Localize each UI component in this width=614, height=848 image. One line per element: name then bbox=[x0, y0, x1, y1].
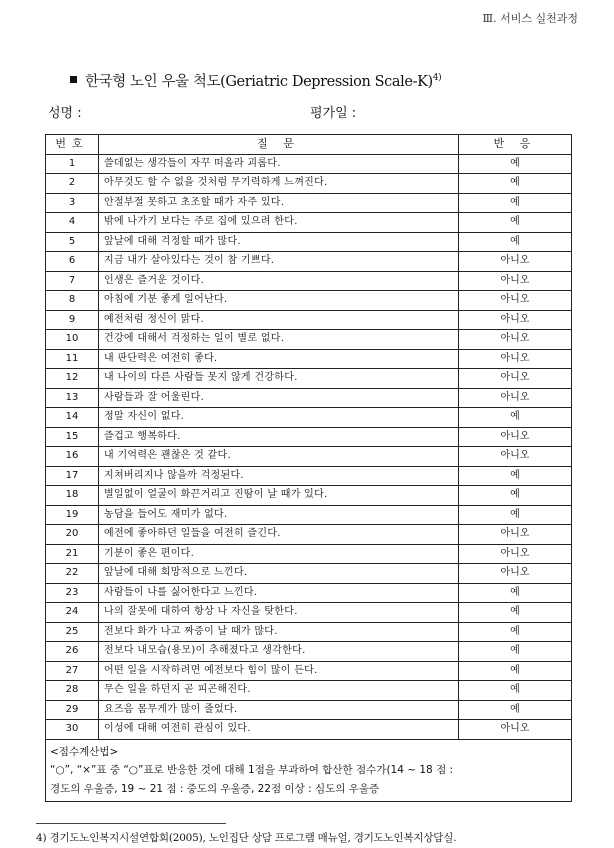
row-response: 아니오 bbox=[459, 447, 572, 467]
row-number: 16 bbox=[46, 447, 99, 467]
row-response: 예 bbox=[459, 700, 572, 720]
row-response: 아니오 bbox=[459, 525, 572, 545]
table-row bbox=[46, 408, 572, 428]
row-response: 예 bbox=[459, 486, 572, 506]
row-response: 아니오 bbox=[459, 252, 572, 272]
row-number: 15 bbox=[46, 427, 99, 447]
row-response: 아니오 bbox=[459, 544, 572, 564]
row-question: 인생은 즐거운 것이다. bbox=[99, 271, 459, 291]
row-response: 예 bbox=[459, 681, 572, 701]
row-number: 22 bbox=[46, 564, 99, 584]
row-number: 27 bbox=[46, 661, 99, 681]
row-question: 별일없이 얼굴이 화끈거리고 진땀이 날 때가 있다. bbox=[99, 486, 459, 506]
table-row bbox=[46, 154, 572, 174]
row-question: 사람들과 잘 어울린다. bbox=[99, 388, 459, 408]
row-number: 6 bbox=[46, 252, 99, 272]
table-row bbox=[46, 193, 572, 213]
table-row bbox=[46, 661, 572, 681]
row-question: 지금 내가 살아있다는 것이 참 기쁘다. bbox=[99, 252, 459, 272]
table-row bbox=[46, 447, 572, 467]
row-question: 농담을 들어도 재미가 없다. bbox=[99, 505, 459, 525]
row-question: 아침에 기분 좋게 일어난다. bbox=[99, 291, 459, 311]
header-question: 질 문 bbox=[99, 135, 459, 155]
row-question: 내 판단력은 여전히 좋다. bbox=[99, 349, 459, 369]
footnote-ref: 4) bbox=[432, 73, 442, 84]
row-number: 5 bbox=[46, 232, 99, 252]
table-row bbox=[46, 252, 572, 272]
row-response: 아니오 bbox=[459, 369, 572, 389]
row-question: 예전처럼 정신이 맑다. bbox=[99, 310, 459, 330]
row-question: 앞날에 대해 걱정할 때가 많다. bbox=[99, 232, 459, 252]
table-row bbox=[46, 291, 572, 311]
row-response: 예 bbox=[459, 661, 572, 681]
table-row bbox=[46, 622, 572, 642]
table-row bbox=[46, 583, 572, 603]
table-row bbox=[46, 174, 572, 194]
table-row bbox=[46, 213, 572, 233]
row-number: 24 bbox=[46, 603, 99, 623]
row-response: 아니오 bbox=[459, 310, 572, 330]
page-header: Ⅲ. 서비스 실천과정 bbox=[482, 12, 578, 25]
row-response: 아니오 bbox=[459, 564, 572, 584]
row-response: 예 bbox=[459, 408, 572, 428]
table-row bbox=[46, 681, 572, 701]
row-response: 예 bbox=[459, 505, 572, 525]
row-response: 예 bbox=[459, 583, 572, 603]
row-response: 예 bbox=[459, 622, 572, 642]
date-label: 평가일 : bbox=[310, 106, 357, 121]
table-row bbox=[46, 525, 572, 545]
row-number: 17 bbox=[46, 466, 99, 486]
row-number: 25 bbox=[46, 622, 99, 642]
table-row bbox=[46, 466, 572, 486]
title-text: 한국형 노인 우울 척도(Geriatric Depression Scale-K) bbox=[85, 74, 433, 90]
row-number: 18 bbox=[46, 486, 99, 506]
row-question: 내 나이의 다른 사람들 못지 않게 건강하다. bbox=[99, 369, 459, 389]
name-label: 성명 : bbox=[48, 106, 82, 121]
row-response: 예 bbox=[459, 174, 572, 194]
scoring-row bbox=[46, 739, 572, 802]
row-response: 아니오 bbox=[459, 291, 572, 311]
table-row bbox=[46, 642, 572, 662]
row-number: 11 bbox=[46, 349, 99, 369]
row-question: 이성에 대해 여전히 관심이 있다. bbox=[99, 720, 459, 740]
row-question: 즐겁고 행복하다. bbox=[99, 427, 459, 447]
row-number: 3 bbox=[46, 193, 99, 213]
row-number: 13 bbox=[46, 388, 99, 408]
row-number: 30 bbox=[46, 720, 99, 740]
table-row bbox=[46, 310, 572, 330]
table-row bbox=[46, 388, 572, 408]
table-header-row bbox=[46, 135, 572, 155]
row-response: 예 bbox=[459, 466, 572, 486]
row-response: 예 bbox=[459, 642, 572, 662]
row-question: 나의 잘못에 대하여 항상 나 자신을 탓한다. bbox=[99, 603, 459, 623]
row-number: 21 bbox=[46, 544, 99, 564]
page-title bbox=[70, 70, 441, 91]
gds-table bbox=[45, 134, 572, 802]
row-question: 내 기억력은 괜찮은 것 같다. bbox=[99, 447, 459, 467]
table-row bbox=[46, 505, 572, 525]
scoring-line-2: 경도의 우울증, 19 ~ 21 점 : 중도의 우울증, 22점 이상 : 심도의 우울증 bbox=[50, 782, 380, 795]
row-response: 아니오 bbox=[459, 349, 572, 369]
row-number: 12 bbox=[46, 369, 99, 389]
row-response: 예 bbox=[459, 193, 572, 213]
row-question: 어떤 일을 시작하려면 예전보다 힘이 많이 든다. bbox=[99, 661, 459, 681]
row-response: 아니오 bbox=[459, 720, 572, 740]
row-question: 쓸데없는 생각들이 자꾸 떠올라 괴롭다. bbox=[99, 154, 459, 174]
row-response: 아니오 bbox=[459, 330, 572, 350]
table-row bbox=[46, 427, 572, 447]
row-question: 사람들이 나를 싫어한다고 느낀다. bbox=[99, 583, 459, 603]
table-row bbox=[46, 700, 572, 720]
scoring-heading: <점수계산법> bbox=[50, 745, 119, 758]
row-number: 8 bbox=[46, 291, 99, 311]
row-number: 10 bbox=[46, 330, 99, 350]
header-response: 반 응 bbox=[459, 135, 572, 155]
row-number: 29 bbox=[46, 700, 99, 720]
row-number: 9 bbox=[46, 310, 99, 330]
row-response: 아니오 bbox=[459, 271, 572, 291]
table-row bbox=[46, 486, 572, 506]
row-response: 예 bbox=[459, 232, 572, 252]
row-number: 26 bbox=[46, 642, 99, 662]
table-row bbox=[46, 271, 572, 291]
row-question: 아무것도 할 수 없을 것처럼 무기력하게 느껴진다. bbox=[99, 174, 459, 194]
row-question: 기분이 좋은 편이다. bbox=[99, 544, 459, 564]
row-response: 아니오 bbox=[459, 427, 572, 447]
row-number: 19 bbox=[46, 505, 99, 525]
scoring-method bbox=[46, 739, 572, 802]
row-question: 안절부절 못하고 초조할 때가 자주 있다. bbox=[99, 193, 459, 213]
table-row bbox=[46, 369, 572, 389]
bullet-square-icon bbox=[70, 76, 77, 83]
table-row bbox=[46, 564, 572, 584]
table-row bbox=[46, 232, 572, 252]
row-question: 정말 자신이 없다. bbox=[99, 408, 459, 428]
row-question: 무슨 일을 하던지 곧 피곤해진다. bbox=[99, 681, 459, 701]
row-number: 7 bbox=[46, 271, 99, 291]
table-row bbox=[46, 544, 572, 564]
row-question: 전보다 화가 나고 짜증이 날 때가 많다. bbox=[99, 622, 459, 642]
scoring-line-1: “○”, “×”표 중 “○”표로 반응한 것에 대해 1점을 부과하여 합산한 점수가(14 ~ 18 점 : bbox=[50, 764, 454, 776]
row-question: 건강에 대해서 걱정하는 일이 별로 없다. bbox=[99, 330, 459, 350]
footnote-divider bbox=[36, 823, 226, 824]
table-row bbox=[46, 720, 572, 740]
row-number: 23 bbox=[46, 583, 99, 603]
row-number: 4 bbox=[46, 213, 99, 233]
row-number: 2 bbox=[46, 174, 99, 194]
row-response: 예 bbox=[459, 213, 572, 233]
row-question: 밖에 나가기 보다는 주로 집에 있으려 한다. bbox=[99, 213, 459, 233]
table-row bbox=[46, 603, 572, 623]
table-row bbox=[46, 349, 572, 369]
row-question: 앞날에 대해 희망적으로 느낀다. bbox=[99, 564, 459, 584]
row-response: 예 bbox=[459, 603, 572, 623]
row-number: 20 bbox=[46, 525, 99, 545]
table-row bbox=[46, 330, 572, 350]
row-number: 1 bbox=[46, 154, 99, 174]
row-question: 전보다 내모습(용모)이 추해졌다고 생각한다. bbox=[99, 642, 459, 662]
row-number: 28 bbox=[46, 681, 99, 701]
footnote: 4) 경기도노인복지시설연합회(2005), 노인집단 상담 프로그램 매뉴얼, 경기도노인복지상담실. bbox=[36, 832, 457, 844]
row-number: 14 bbox=[46, 408, 99, 428]
row-question: 요즈음 몸무게가 많이 줄었다. bbox=[99, 700, 459, 720]
row-response: 예 bbox=[459, 154, 572, 174]
row-response: 아니오 bbox=[459, 388, 572, 408]
row-question: 예전에 좋아하던 일들을 여전히 즐긴다. bbox=[99, 525, 459, 545]
header-number: 번호 bbox=[46, 135, 99, 155]
row-question: 지쳐버리지나 않을까 걱정된다. bbox=[99, 466, 459, 486]
